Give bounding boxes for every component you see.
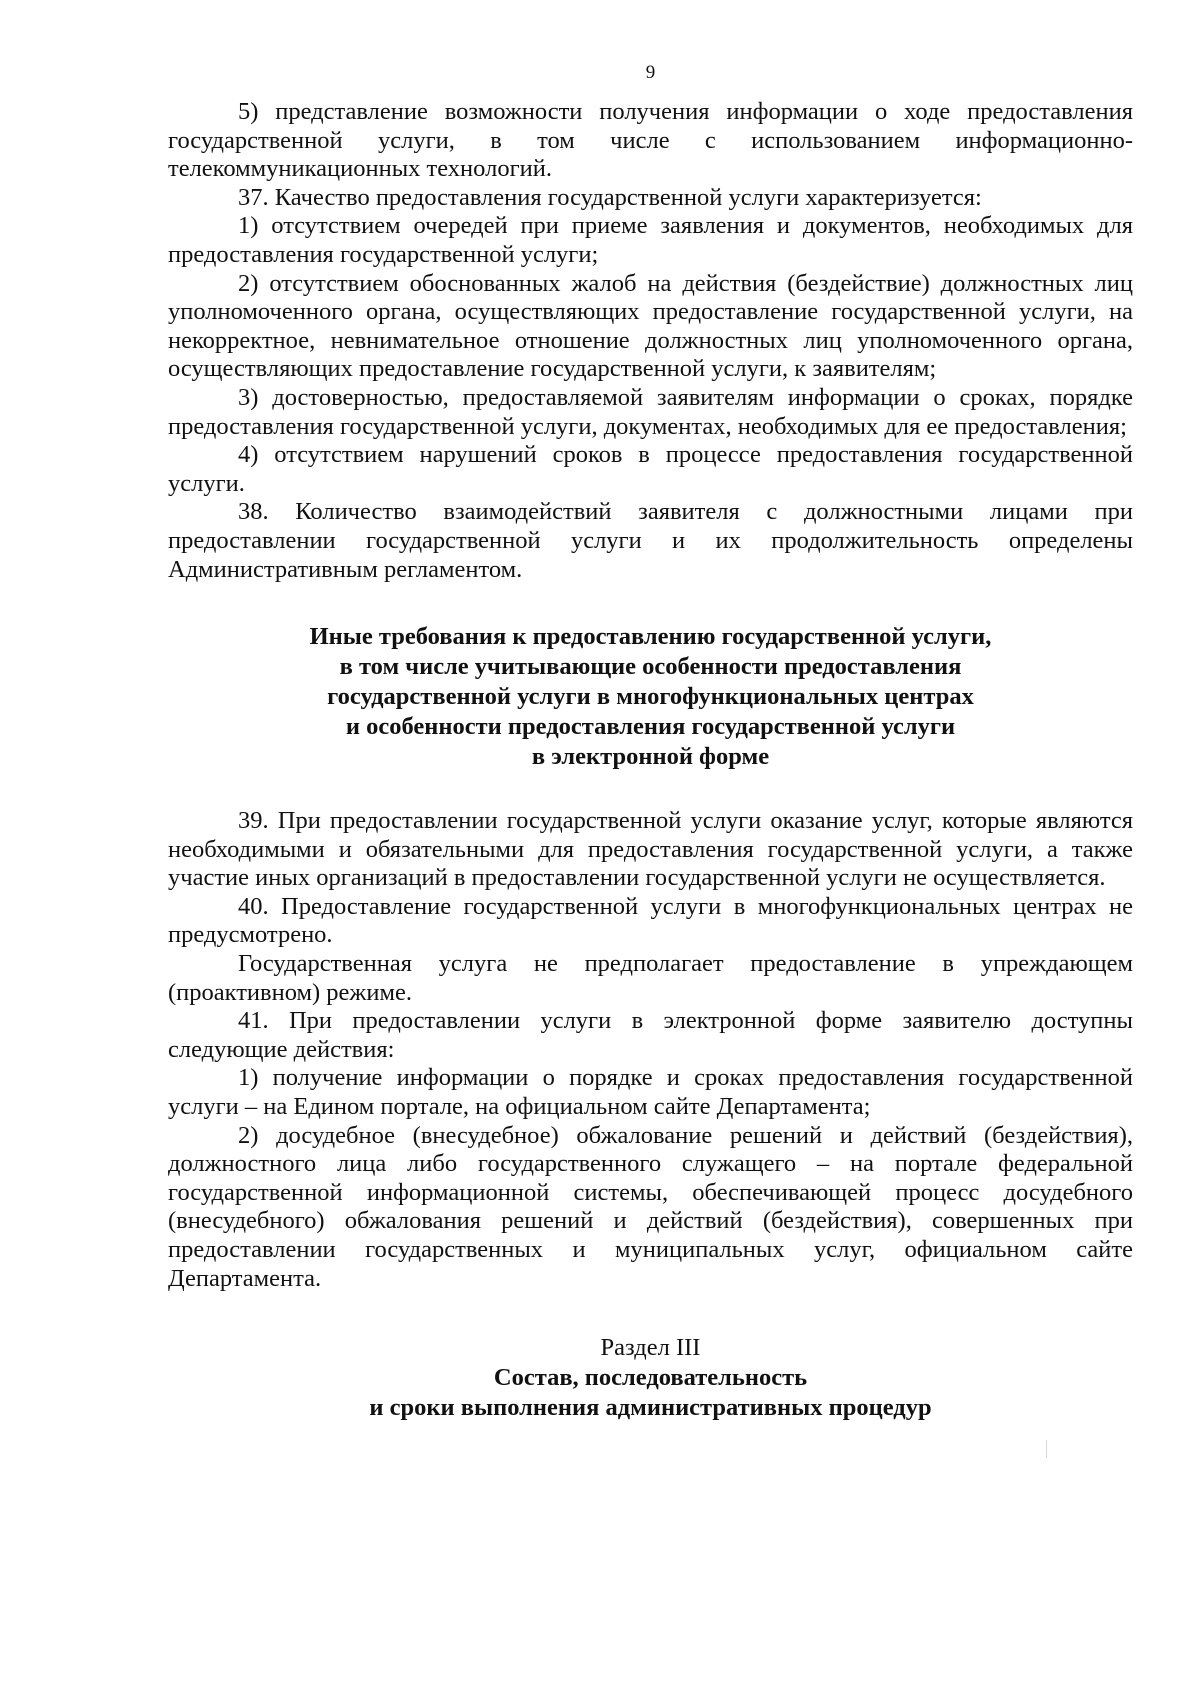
paragraph-40: 40. Предоставление государственной услуги в многофункциональных центрах не предусмотрено.: [168, 892, 1133, 949]
paragraph-38: 38. Количество взаимодействий заявителя с должностными лицами при предоставлении государственной услуги и их продолжительность определены Административным регламентом.: [168, 498, 1133, 583]
page-number: 9: [645, 62, 656, 83]
heading-line: в электронной форме: [531, 743, 770, 771]
paragraph-37: 37. Качество предоставления государственной услуги характеризуется:: [238, 183, 982, 211]
top-paragraphs: [168, 98, 1133, 584]
paragraph-41: 41. При предоставлении услуги в электронной форме заявителю доступны следующие действия:: [168, 1007, 1133, 1063]
scan-artifact: [1046, 1440, 1047, 1458]
section-iii-heading: [168, 1333, 1133, 1423]
middle-paragraphs: [168, 807, 1133, 1293]
paragraph-37-item-3: 3) достоверностью, предоставляемой заявителям информации о сроках, порядке предоставления государственной услуги, документах, необходимых для ее предоставления;: [168, 383, 1133, 440]
paragraph-41-item-1: 1) получение информации о порядке и сроках предоставления государственной услуги – на Едином портале, на официальном сайте Департамента;: [168, 1064, 1133, 1121]
heading-line: Иные требования к предоставлению государственной услуги,: [309, 623, 992, 651]
paragraph-item-5: 5) представление возможности получения информации о ходе предоставления государственной услуги, в том числе с использованием информационно-телекоммуникационных технологий.: [168, 98, 1133, 183]
document-page: [168, 60, 1133, 1423]
heading-line: в том числе учитывающие особенности предоставления: [339, 653, 962, 681]
heading-line: и особенности предоставления государственной услуги: [345, 713, 956, 741]
paragraph-37-item-2: 2) отсутствием обоснованных жалоб на действия (бездействие) должностных лиц уполномоченного органа, осуществляющих предоставление государственной услуги, на некорректное, невнимательное отношение должностных лиц уполномоченного органа, осуществляющих предоставление государственной услуги, к заявителям;: [168, 269, 1133, 383]
section-heading-other-requirements: [168, 622, 1133, 772]
paragraph-41-item-2: 2) досудебное (внесудебное) обжалование решений и действий (бездействия), должностного лица либо государственного служащего – на портале федеральной государственной информационной системы, обеспечивающей процесс досудебного (внесудебного) обжалования решений и действий (бездействия), совершенных при предоставлении государственных и муниципальных услуг, официальном сайте Департамента.: [168, 1121, 1133, 1292]
section-title-line: и сроки выполнения административных процедур: [369, 1394, 932, 1422]
heading-line: государственной услуги в многофункциональных центрах: [327, 683, 974, 711]
paragraph-proactive-mode: Государственная услуга не предполагает предоставление в упреждающем (проактивном) режиме.: [168, 950, 1133, 1006]
section-label: Раздел III: [600, 1334, 701, 1362]
section-title-line: Состав, последовательность: [493, 1364, 808, 1392]
paragraph-37-item-1: 1) отсутствием очередей при приеме заявления и документов, необходимых для предоставления государственной услуги;: [168, 212, 1133, 268]
paragraph-37-item-4: 4) отсутствием нарушений сроков в процессе предоставления государственной услуги.: [168, 441, 1133, 497]
paragraph-39: 39. При предоставлении государственной услуги оказание услуг, которые являются необходимыми и обязательными для предоставления государственной услуги, а также участие иных организаций в предоставлении государственной услуги не осуществляется.: [168, 807, 1133, 892]
